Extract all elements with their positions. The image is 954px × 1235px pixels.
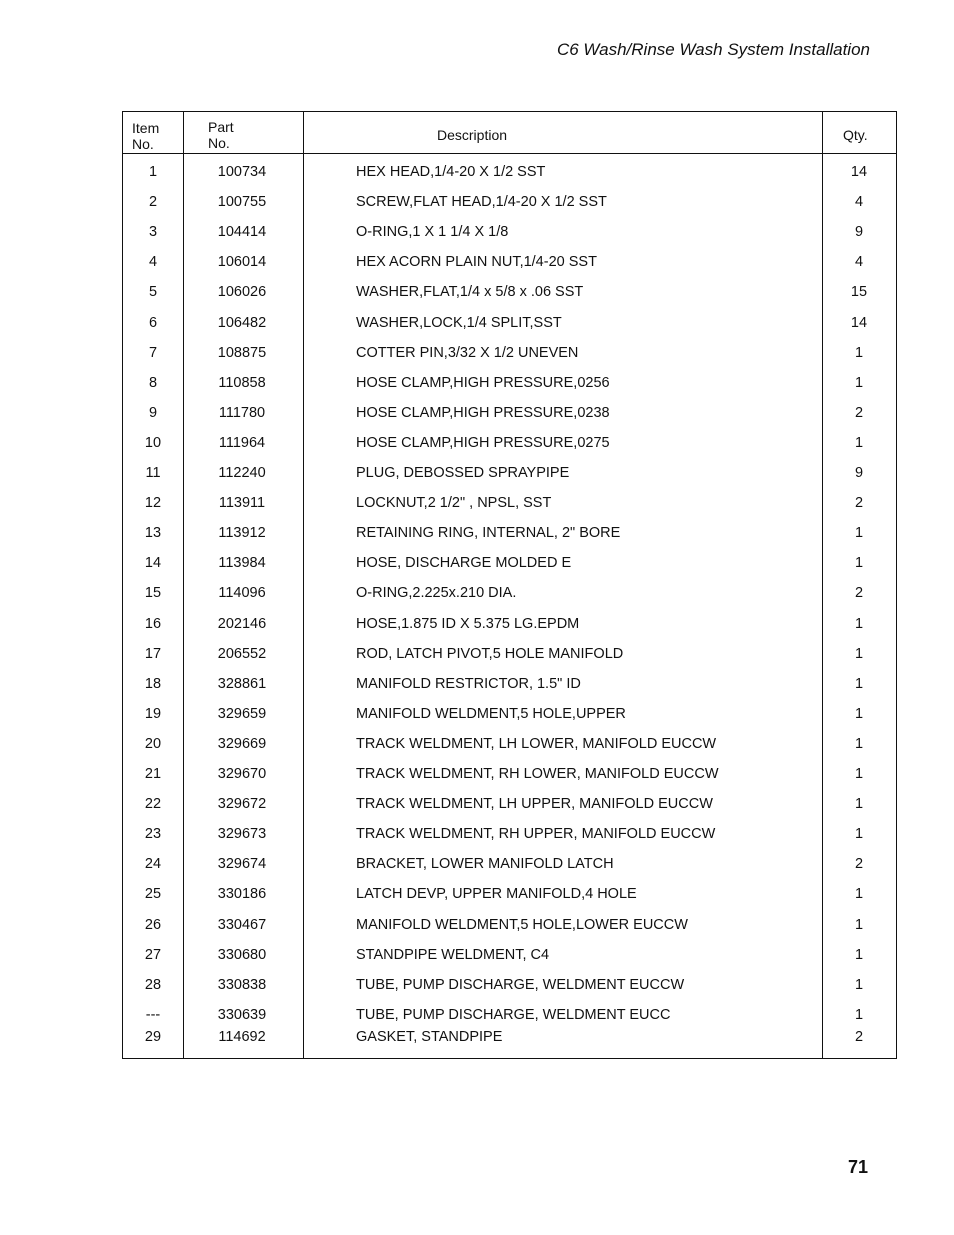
quantity-cell: 1: [854, 796, 864, 813]
description-cell: WASHER,LOCK,1/4 SPLIT,SST: [356, 314, 562, 331]
item-number-cell: 28: [144, 976, 162, 993]
part-number-cell: 328861: [217, 675, 267, 692]
table-row: [123, 673, 896, 695]
description-cell: TRACK WELDMENT, LH LOWER, MANIFOLD EUCCW: [356, 735, 717, 752]
part-number-cell: 206552: [217, 645, 267, 662]
description-cell: SCREW,FLAT HEAD,1/4-20 X 1/2 SST: [356, 194, 607, 211]
table-row: [123, 763, 896, 785]
part-number-cell: 106482: [217, 314, 267, 331]
table-row: [123, 492, 896, 514]
description-cell: RETAINING RING, INTERNAL, 2" BORE: [356, 525, 621, 542]
quantity-cell: 1: [854, 976, 864, 993]
quantity-cell: 1: [854, 1006, 864, 1023]
quantity-cell: 1: [854, 434, 864, 451]
item-number-cell: 18: [144, 675, 162, 692]
description-cell: TRACK WELDMENT, RH LOWER, MANIFOLD EUCCW: [356, 766, 719, 782]
header-part-no: Part No.: [208, 119, 234, 151]
part-number-cell: 100734: [217, 164, 267, 180]
table-row: [123, 853, 896, 875]
table-row: [123, 342, 896, 364]
header-divider: [123, 153, 896, 154]
item-number-cell: 21: [144, 766, 162, 782]
quantity-cell: 1: [854, 344, 864, 361]
description-cell: GASKET, STANDPIPE: [356, 1028, 503, 1045]
item-number-cell: 26: [144, 916, 162, 933]
item-number-cell: 20: [144, 735, 162, 752]
description-cell: LOCKNUT,2 1/2" , NPSL, SST: [356, 495, 552, 512]
quantity-cell: 1: [854, 946, 864, 963]
item-number-cell: 22: [144, 796, 162, 813]
table-row: [123, 312, 896, 334]
table-row: [123, 974, 896, 996]
item-number-cell: 19: [144, 705, 162, 722]
table-row: [123, 733, 896, 755]
item-number-cell: 14: [144, 555, 162, 572]
description-cell: O-RING,1 X 1 1/4 X 1/8: [356, 224, 509, 241]
description-cell: ROD, LATCH PIVOT,5 HOLE MANIFOLD: [356, 645, 624, 662]
description-cell: BRACKET, LOWER MANIFOLD LATCH: [356, 856, 614, 873]
item-number-cell: 4: [148, 254, 158, 271]
item-number-cell: 24: [144, 856, 162, 873]
part-number-cell: 330467: [217, 916, 267, 933]
table-row: [123, 1026, 896, 1048]
part-number-cell: 106026: [217, 284, 267, 301]
quantity-cell: 1: [854, 916, 864, 933]
item-number-cell: 1: [148, 164, 158, 180]
table-row: [123, 793, 896, 815]
part-number-cell: 104414: [217, 224, 267, 241]
item-number-cell: 2: [148, 194, 158, 211]
part-number-cell: 108875: [217, 344, 267, 361]
description-cell: HEX HEAD,1/4-20 X 1/2 SST: [356, 164, 546, 180]
description-cell: TUBE, PUMP DISCHARGE, WELDMENT EUCCW: [356, 976, 685, 993]
table-row: [123, 432, 896, 454]
description-cell: HOSE, DISCHARGE MOLDED E: [356, 555, 572, 572]
quantity-cell: 1: [854, 525, 864, 542]
description-cell: TRACK WELDMENT, LH UPPER, MANIFOLD EUCCW: [356, 796, 713, 813]
part-number-cell: 330680: [217, 946, 267, 963]
description-cell: STANDPIPE WELDMENT, C4: [356, 946, 550, 963]
description-cell: LATCH DEVP, UPPER MANIFOLD,4 HOLE: [356, 886, 637, 903]
part-number-cell: 106014: [217, 254, 267, 271]
description-cell: HOSE CLAMP,HIGH PRESSURE,0275: [356, 434, 610, 451]
table-row: [123, 462, 896, 484]
table-row: [123, 703, 896, 725]
header-item-no: Item No.: [132, 120, 160, 152]
page-number: 71: [847, 1157, 868, 1177]
quantity-cell: 1: [854, 555, 864, 572]
part-number-cell: 111964: [218, 434, 266, 451]
description-cell: COTTER PIN,3/32 X 1/2 UNEVEN: [356, 344, 579, 361]
item-number-cell: 25: [144, 886, 162, 903]
quantity-cell: 2: [854, 856, 864, 873]
description-cell: TRACK WELDMENT, RH UPPER, MANIFOLD EUCCW: [356, 826, 716, 843]
item-number-cell: ---: [145, 1006, 161, 1023]
part-number-cell: 329674: [217, 856, 267, 873]
item-number-cell: 23: [144, 826, 162, 843]
item-number-cell: 11: [145, 465, 161, 481]
item-number-cell: 6: [148, 314, 158, 331]
item-number-cell: 16: [144, 615, 162, 632]
item-number-cell: 7: [148, 344, 158, 361]
table-row: [123, 281, 896, 303]
quantity-cell: 1: [854, 886, 864, 903]
quantity-cell: 15: [850, 284, 868, 301]
part-number-cell: 113912: [218, 525, 266, 542]
table-row: [123, 1004, 896, 1026]
table-row: [123, 522, 896, 544]
description-cell: PLUG, DEBOSSED SPRAYPIPE: [356, 465, 570, 481]
table-row: [123, 944, 896, 966]
part-number-cell: 112240: [218, 465, 266, 481]
part-number-cell: 202146: [217, 615, 267, 632]
description-cell: HOSE,1.875 ID X 5.375 LG.EPDM: [356, 615, 580, 632]
item-number-cell: 15: [144, 585, 162, 602]
item-number-cell: 13: [144, 525, 162, 542]
table-row: [123, 251, 896, 273]
part-number-cell: 114692: [218, 1028, 266, 1045]
quantity-cell: 1: [854, 705, 864, 722]
item-number-cell: 27: [144, 946, 162, 963]
quantity-cell: 2: [854, 495, 864, 512]
table-row: [123, 914, 896, 936]
parts-table: [122, 111, 897, 1059]
quantity-cell: 1: [854, 735, 864, 752]
table-row: [123, 613, 896, 635]
table-row: [123, 221, 896, 243]
description-cell: MANIFOLD WELDMENT,5 HOLE,LOWER EUCCW: [356, 916, 688, 933]
part-number-cell: 111780: [218, 404, 266, 421]
part-number-cell: 330838: [217, 976, 267, 993]
table-row: [123, 643, 896, 665]
description-cell: O-RING,2.225x.210 DIA.: [356, 585, 517, 602]
quantity-cell: 1: [854, 675, 864, 692]
item-number-cell: 10: [144, 434, 162, 451]
part-number-cell: 330186: [217, 886, 267, 903]
description-cell: HOSE CLAMP,HIGH PRESSURE,0238: [356, 404, 610, 421]
document-header-title: C6 Wash/Rinse Wash System Installation: [556, 40, 870, 59]
quantity-cell: 9: [854, 224, 864, 241]
table-row: [123, 582, 896, 604]
quantity-cell: 9: [854, 465, 864, 481]
description-cell: HOSE CLAMP,HIGH PRESSURE,0256: [356, 374, 610, 391]
quantity-cell: 2: [854, 585, 864, 602]
quantity-cell: 1: [854, 826, 864, 843]
item-number-cell: 29: [144, 1028, 162, 1045]
part-number-cell: 329672: [217, 796, 267, 813]
table-row: [123, 552, 896, 574]
description-cell: TUBE, PUMP DISCHARGE, WELDMENT EUCC: [356, 1006, 671, 1023]
part-number-cell: 113911: [218, 495, 266, 512]
quantity-cell: 2: [854, 404, 864, 421]
part-number-cell: 330639: [217, 1006, 267, 1023]
part-number-cell: 110858: [218, 374, 266, 391]
item-number-cell: 3: [148, 224, 158, 241]
part-number-cell: 329673: [217, 826, 267, 843]
description-cell: MANIFOLD RESTRICTOR, 1.5" ID: [356, 675, 581, 692]
header-qty: Qty.: [843, 127, 868, 143]
quantity-cell: 2: [854, 1028, 864, 1045]
description-cell: WASHER,FLAT,1/4 x 5/8 x .06 SST: [356, 284, 584, 301]
quantity-cell: 14: [850, 314, 868, 331]
table-row: [123, 883, 896, 905]
table-row: [123, 191, 896, 213]
quantity-cell: 14: [850, 164, 868, 180]
part-number-cell: 100755: [217, 194, 267, 211]
quantity-cell: 4: [854, 194, 864, 211]
item-number-cell: 12: [144, 495, 162, 512]
part-number-cell: 114096: [218, 585, 266, 602]
table-row: [123, 372, 896, 394]
item-number-cell: 17: [144, 645, 162, 662]
quantity-cell: 4: [854, 254, 864, 271]
part-number-cell: 113984: [218, 555, 266, 572]
description-cell: MANIFOLD WELDMENT,5 HOLE,UPPER: [356, 705, 626, 722]
header-description: Description: [437, 127, 508, 143]
part-number-cell: 329670: [217, 766, 267, 782]
part-number-cell: 329659: [217, 705, 267, 722]
item-number-cell: 5: [148, 284, 158, 301]
quantity-cell: 1: [854, 374, 864, 391]
table-row: [123, 823, 896, 845]
table-row: [123, 402, 896, 424]
item-number-cell: 9: [148, 404, 158, 421]
item-number-cell: 8: [148, 374, 158, 391]
quantity-cell: 1: [854, 766, 864, 782]
table-row: [123, 161, 896, 183]
part-number-cell: 329669: [217, 735, 267, 752]
quantity-cell: 1: [854, 615, 864, 632]
description-cell: HEX ACORN PLAIN NUT,1/4-20 SST: [356, 254, 597, 271]
quantity-cell: 1: [854, 645, 864, 662]
